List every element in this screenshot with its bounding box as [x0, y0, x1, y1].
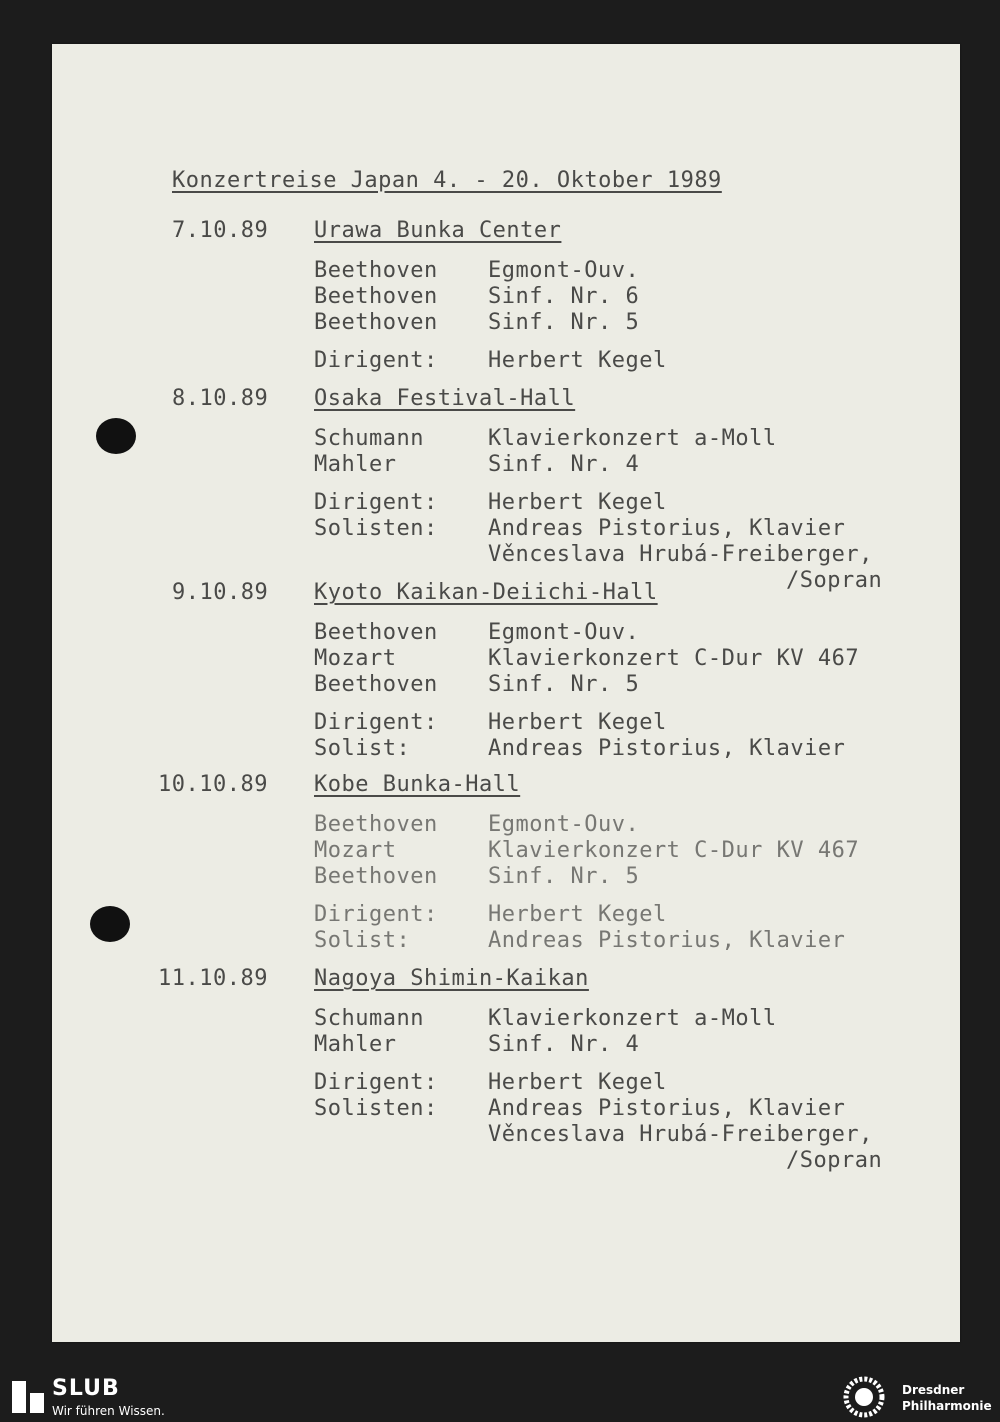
credit-role: Dirigent:: [314, 710, 438, 735]
concert-date: 11.10.89: [158, 966, 268, 991]
philharmonie-logo-icon: [842, 1375, 886, 1419]
program-work: Sinf. Nr. 4: [488, 452, 640, 477]
program-work: Sinf. Nr. 5: [488, 310, 640, 335]
concert-date: 10.10.89: [158, 772, 268, 797]
program-composer: Mahler: [314, 452, 397, 477]
program-composer: Beethoven: [314, 864, 438, 889]
program-work: Klavierkonzert C-Dur KV 467: [488, 838, 860, 863]
credit-role: Dirigent:: [314, 490, 438, 515]
credit-role: Solisten:: [314, 516, 438, 541]
program-work: Sinf. Nr. 4: [488, 1032, 640, 1057]
program-composer: Beethoven: [314, 620, 438, 645]
credit-name: /Sopran: [786, 1148, 883, 1173]
credit-name: Herbert Kegel: [488, 348, 667, 373]
program-composer: Mozart: [314, 838, 397, 863]
credit-role: Dirigent:: [314, 902, 438, 927]
program-work: Klavierkonzert a-Moll: [488, 426, 777, 451]
concert-venue: Kyoto Kaikan-Deiichi-Hall: [314, 580, 658, 605]
credit-role: Solist:: [314, 736, 411, 761]
program-work: Sinf. Nr. 5: [488, 864, 640, 889]
credit-name: Herbert Kegel: [488, 1070, 667, 1095]
credit-name: /Sopran: [786, 568, 883, 593]
credit-name: Andreas Pistorius, Klavier: [488, 928, 846, 953]
program-composer: Beethoven: [314, 310, 438, 335]
program-work: Egmont-Ouv.: [488, 620, 640, 645]
partner-name-line1: Dresdner: [902, 1383, 965, 1397]
credit-name: Věnceslava Hrubá-Freiberger,: [488, 1122, 873, 1147]
program-work: Klavierkonzert a-Moll: [488, 1006, 777, 1031]
credit-name: Andreas Pistorius, Klavier: [488, 1096, 846, 1121]
credit-role: Solist:: [314, 928, 411, 953]
program-composer: Beethoven: [314, 258, 438, 283]
program-work: Sinf. Nr. 5: [488, 672, 640, 697]
credit-name: Herbert Kegel: [488, 902, 667, 927]
credit-name: Věnceslava Hrubá-Freiberger,: [488, 542, 873, 567]
punch-hole-bottom: [90, 906, 130, 942]
footer-bar: [0, 1373, 1000, 1422]
concert-date: 9.10.89: [172, 580, 269, 605]
program-composer: Beethoven: [314, 812, 438, 837]
program-work: Egmont-Ouv.: [488, 258, 640, 283]
slub-logo-icon: [10, 1379, 50, 1415]
concert-venue: Osaka Festival-Hall: [314, 386, 576, 411]
credit-name: Herbert Kegel: [488, 710, 667, 735]
program-composer: Schumann: [314, 426, 424, 451]
concert-venue: Nagoya Shimin-Kaikan: [314, 966, 589, 991]
program-composer: Beethoven: [314, 672, 438, 697]
document-title: Konzertreise Japan 4. - 20. Oktober 1989: [172, 168, 722, 193]
program-composer: Schumann: [314, 1006, 424, 1031]
credit-name: Andreas Pistorius, Klavier: [488, 516, 846, 541]
partner-name-line2: Philharmonie: [902, 1399, 992, 1413]
concert-venue: Urawa Bunka Center: [314, 218, 562, 243]
library-name: SLUB: [52, 1376, 120, 1401]
concert-date: 8.10.89: [172, 386, 269, 411]
credit-role: Solisten:: [314, 1096, 438, 1121]
punch-hole-top: [96, 418, 136, 454]
concert-venue: Kobe Bunka-Hall: [314, 772, 521, 797]
program-composer: Mozart: [314, 646, 397, 671]
program-work: Sinf. Nr. 6: [488, 284, 640, 309]
library-tagline: Wir führen Wissen.: [52, 1404, 165, 1418]
credit-name: Andreas Pistorius, Klavier: [488, 736, 846, 761]
program-composer: Beethoven: [314, 284, 438, 309]
credit-role: Dirigent:: [314, 1070, 438, 1095]
credit-name: Herbert Kegel: [488, 490, 667, 515]
program-composer: Mahler: [314, 1032, 397, 1057]
program-work: Klavierkonzert C-Dur KV 467: [488, 646, 860, 671]
concert-date: 7.10.89: [172, 218, 269, 243]
program-work: Egmont-Ouv.: [488, 812, 640, 837]
credit-role: Dirigent:: [314, 348, 438, 373]
